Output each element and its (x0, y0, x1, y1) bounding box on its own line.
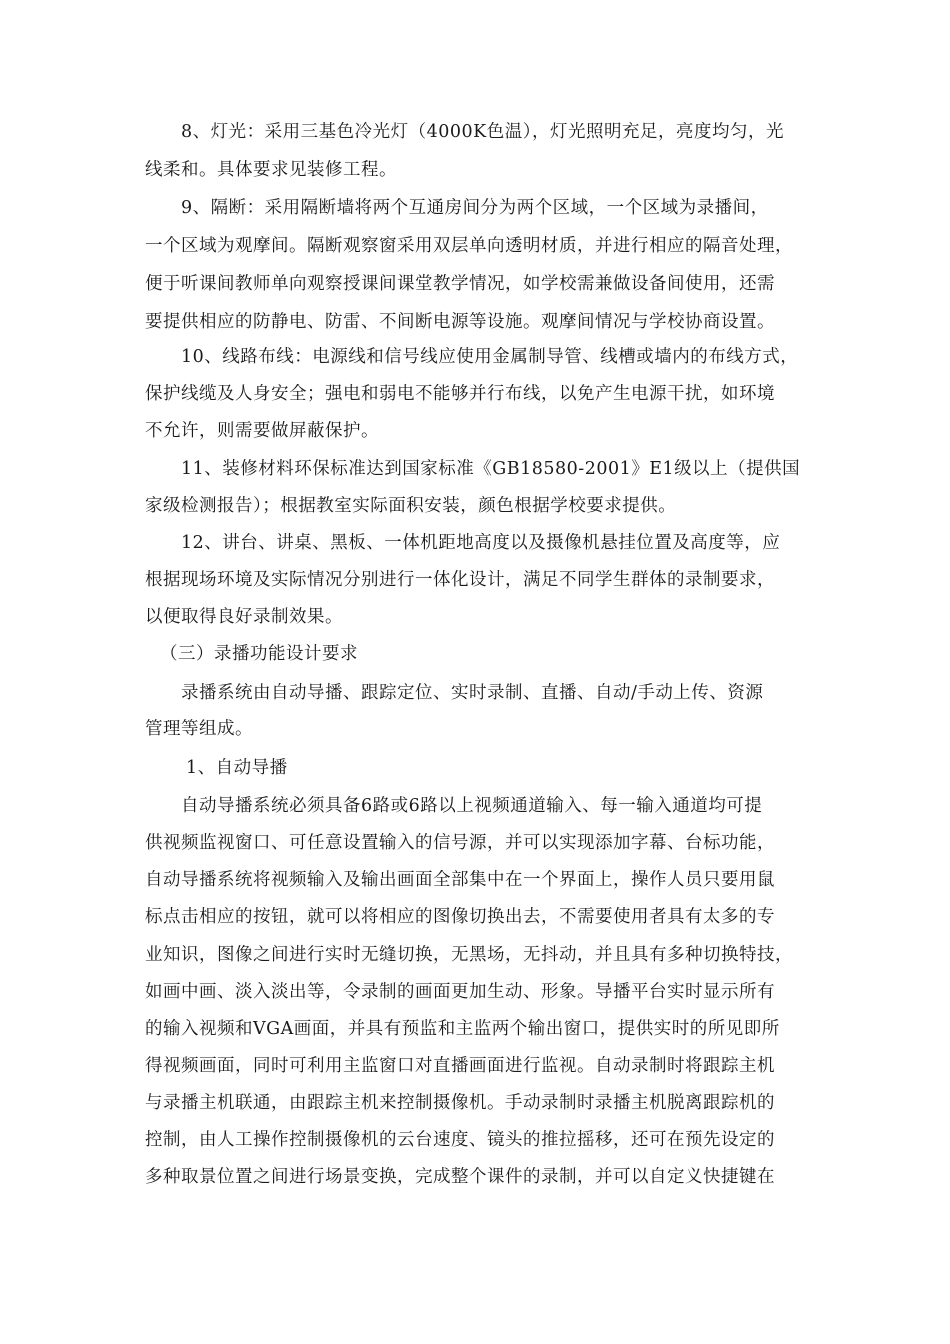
paragraph-partition-line-2: 一个区域为观摩间。隔断观察窗采用双层单向透明材质，并进行相应的隔音处理， (145, 236, 793, 256)
paragraph-intro-line-1: 录播系统由自动导播、跟踪定位、实时录制、直播、自动/手动上传、资源 (181, 683, 764, 703)
paragraph-wiring-line-3: 不允许，则需要做屏蔽保护。 (145, 421, 379, 441)
paragraph-body-line-4: 标点击相应的按钮，就可以将相应的图像切换出去，不需要使用者具有太多的专 (145, 907, 775, 927)
paragraph-lighting-line-1: 8、灯光：采用三基色冷光灯（4000K色温），灯光照明充足，亮度均匀，光 (181, 122, 784, 142)
subsection-heading: 1、自动导播 (186, 758, 288, 778)
section-heading: （三）录播功能设计要求 (160, 644, 358, 664)
paragraph-lighting-line-2: 线柔和。具体要求见装修工程。 (145, 160, 397, 180)
paragraph-partition-line-4: 要提供相应的防静电、防雷、不间断电源等设施。观摩间情况与学校协商设置。 (145, 312, 775, 332)
paragraph-materials-line-1: 11、装修材料环保标准达到国家标准《GB18580-2001》E1级以上（提供国 (181, 459, 801, 479)
paragraph-body-line-9: 与录播主机联通，由跟踪主机来控制摄像机。手动录制时录播主机脱离跟踪机的 (145, 1093, 775, 1113)
paragraph-body-line-5: 业知识，图像之间进行实时无缝切换，无黑场，无抖动，并且具有多种切换特技， (145, 945, 793, 965)
paragraph-podium-line-2: 根据现场环境及实际情况分别进行一体化设计，满足不同学生群体的录制要求， (145, 570, 775, 590)
paragraph-partition-line-3: 便于听课间教师单向观察授课间课堂教学情况，如学校需兼做设备间使用，还需 (145, 274, 775, 294)
paragraph-body-line-8: 得视频画面，同时可利用主监窗口对直播画面进行监视。自动录制时将跟踪主机 (145, 1056, 775, 1076)
paragraph-intro-line-2: 管理等组成。 (145, 719, 253, 739)
paragraph-body-line-1: 自动导播系统必须具备6路或6路以上视频通道输入、每一输入通道均可提 (181, 796, 763, 816)
paragraph-body-line-7: 的输入视频和VGA画面，并具有预监和主监两个输出窗口，提供实时的所见即所 (145, 1019, 780, 1039)
paragraph-body-line-2: 供视频监视窗口、可任意设置输入的信号源，并可以实现添加字幕、台标功能， (145, 833, 775, 853)
paragraph-partition-line-1: 9、隔断：采用隔断墙将两个互通房间分为两个区域，一个区域为录播间， (181, 198, 769, 218)
paragraph-wiring-line-1: 10、线路布线：电源线和信号线应使用金属制导管、线槽或墙内的布线方式， (181, 347, 799, 367)
paragraph-podium-line-3: 以便取得良好录制效果。 (145, 607, 343, 627)
paragraph-body-line-10: 控制，由人工操作控制摄像机的云台速度、镜头的推拉摇移，还可在预先设定的 (145, 1130, 775, 1150)
paragraph-materials-line-2: 家级检测报告）；根据教室实际面积安装，颜色根据学校要求提供。 (145, 496, 677, 516)
paragraph-body-line-6: 如画中画、淡入淡出等，令录制的画面更加生动、形象。导播平台实时显示所有 (145, 982, 775, 1002)
paragraph-body-line-11: 多种取景位置之间进行场景变换，完成整个课件的录制，并可以自定义快捷键在 (145, 1167, 775, 1187)
paragraph-podium-line-1: 12、讲台、讲桌、黑板、一体机距地高度以及摄像机悬挂位置及高度等，应 (181, 533, 781, 553)
paragraph-body-line-3: 自动导播系统将视频输入及输出画面全部集中在一个界面上，操作人员只要用鼠 (145, 870, 775, 890)
paragraph-wiring-line-2: 保护线缆及人身安全；强电和弱电不能够并行布线，以免产生电源干扰，如环境 (145, 384, 775, 404)
